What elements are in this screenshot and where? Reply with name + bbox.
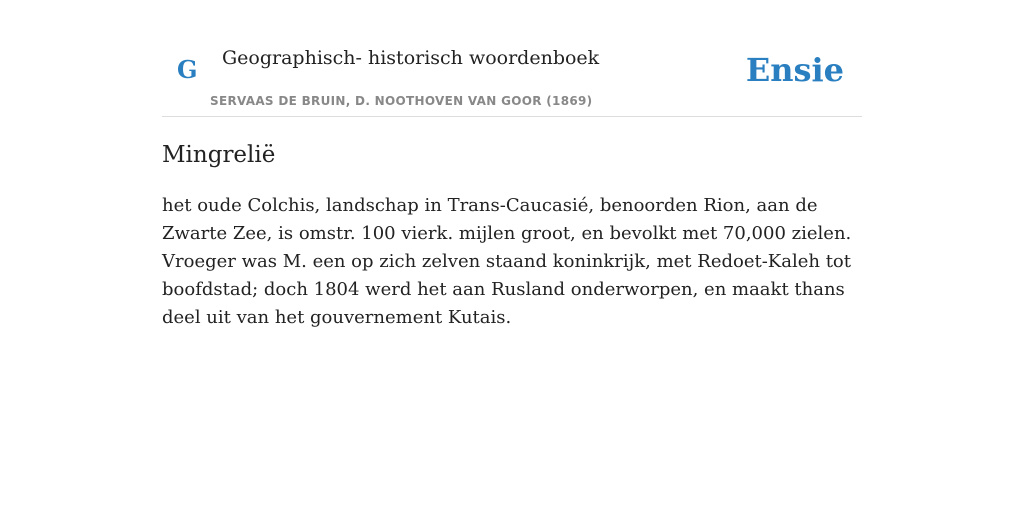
book-header — [162, 40, 862, 117]
book-letter-logo[interactable]: G — [177, 55, 198, 84]
ensie-logo-link[interactable]: Ensie — [745, 51, 844, 89]
entry-body-text: het oude Colchis, landschap in Trans-Caucasié, benoorden Rion, aan de Zwarte Zee, is omstr. 100 vierk. mijlen groot, en bevolkt met 70,000 zielen. Vroeger was M. een op zich zelven staand koninkrijk, met Redoet-Kaleh tot boofdstad; doch 1804 werd het aan Rusland onderworpen, en maakt thans deel uit van het gouvernement Kutais. — [162, 195, 852, 328]
book-title-link[interactable]: Geographisch- historisch woordenboek — [222, 47, 600, 69]
entry-title: Mingrelië — [162, 142, 276, 168]
book-authors: SERVAAS DE BRUIN, D. NOOTHOVEN VAN GOOR (1869) — [210, 94, 593, 108]
